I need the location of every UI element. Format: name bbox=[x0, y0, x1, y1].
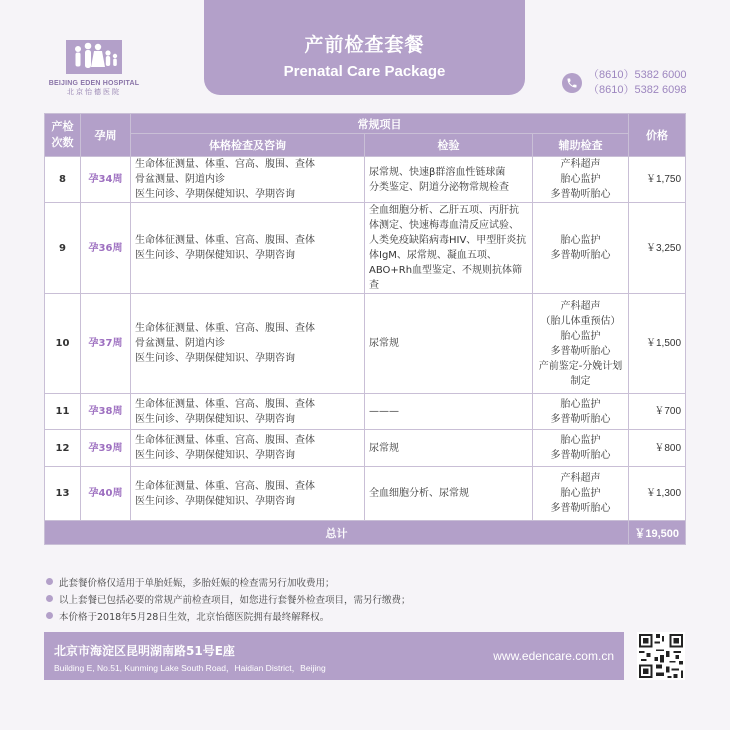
physical-exam-cell-line: 医生问诊、孕期保健知识、孕期咨询 bbox=[135, 450, 295, 461]
package-table bbox=[44, 113, 686, 545]
lab-tests-cell-line: ——— bbox=[369, 406, 399, 417]
exam-number-cell: 13 bbox=[45, 467, 81, 521]
auxiliary-exam-cell bbox=[533, 294, 629, 394]
address-en: Building E, No.51, Kunming Lake South Road，Haidian District，Beijing bbox=[54, 663, 326, 673]
auxiliary-exam-cell bbox=[533, 203, 629, 294]
auxiliary-exam-cell-line: 胎心监护 bbox=[560, 330, 601, 342]
auxiliary-exam-cell-line: 多普勒听胎心 bbox=[550, 450, 611, 461]
auxiliary-exam-cell-line: 制定 bbox=[570, 375, 591, 387]
physical-exam-cell bbox=[131, 430, 365, 467]
lab-tests-cell-line: 体测定、快速梅毒血清反应试验、 bbox=[369, 220, 519, 231]
exam-number-cell: 11 bbox=[45, 394, 81, 430]
table-row bbox=[45, 294, 686, 394]
price-cell: ￥1,500 bbox=[629, 294, 686, 394]
physical-exam-cell-line: 医生问诊、孕期保健知识、孕期咨询 bbox=[135, 353, 295, 364]
notes-list bbox=[46, 573, 686, 624]
hospital-logo bbox=[44, 40, 144, 97]
page-title-cn: 产前检查套餐 bbox=[304, 34, 425, 56]
gestational-week-cell: 孕37周 bbox=[81, 294, 131, 394]
exam-number-cell: 10 bbox=[45, 294, 81, 394]
price-cell: ￥1,300 bbox=[629, 467, 686, 521]
total-row bbox=[45, 521, 686, 545]
exam-number-cell: 12 bbox=[45, 430, 81, 467]
total-value: ￥19,500 bbox=[629, 521, 686, 545]
gestational-week-cell: 孕39周 bbox=[81, 430, 131, 467]
gestational-week-cell: 孕34周 bbox=[81, 157, 131, 203]
bullet-icon bbox=[46, 578, 53, 585]
table-row bbox=[45, 394, 686, 430]
note-item bbox=[46, 573, 686, 590]
physical-exam-cell-line: 生命体征测量、体重、宫高、腹围、查体 bbox=[135, 323, 315, 334]
physical-exam-cell-line: 生命体征测量、体重、宫高、腹围、查体 bbox=[135, 398, 315, 410]
family-silhouette-icon bbox=[66, 40, 122, 74]
physical-exam-cell-line: 医生问诊、孕期保健知识、孕期咨询 bbox=[135, 495, 295, 507]
auxiliary-exam-cell bbox=[533, 430, 629, 467]
qr-code-icon bbox=[637, 632, 685, 680]
bullet-icon bbox=[46, 595, 53, 602]
table-row bbox=[45, 467, 686, 521]
physical-exam-cell bbox=[131, 394, 365, 430]
lab-tests-cell bbox=[365, 294, 533, 394]
note-text: 此套餐价格仅适用于单胎妊娠，多胎妊娠的检查需另行加收费用； bbox=[59, 577, 335, 589]
physical-exam-cell bbox=[131, 157, 365, 203]
title-banner bbox=[204, 0, 525, 95]
auxiliary-exam-cell-line: 胎心监护 bbox=[560, 488, 601, 499]
gestational-week-cell: 孕36周 bbox=[81, 203, 131, 294]
physical-exam-cell-line: 骨盆测量、阴道内诊 bbox=[135, 338, 225, 349]
auxiliary-exam-cell-line: 产前鉴定-分娩计划 bbox=[538, 360, 623, 372]
lab-tests-cell bbox=[365, 394, 533, 430]
phone-number-1: （8610）5382 6000 bbox=[588, 69, 687, 81]
auxiliary-exam-cell-line: 多普勒听胎心 bbox=[550, 345, 611, 357]
physical-exam-cell-line: 医生问诊、孕期保健知识、孕期咨询 bbox=[135, 189, 295, 200]
auxiliary-exam-cell-line: 多普勒听胎心 bbox=[550, 250, 611, 261]
lab-tests-cell-line: 全血细胞分析、乙肝五项、丙肝抗 bbox=[369, 205, 519, 216]
footer-bar bbox=[44, 632, 624, 680]
table-row bbox=[45, 203, 686, 294]
physical-exam-cell bbox=[131, 467, 365, 521]
gestational-week-cell: 孕38周 bbox=[81, 394, 131, 430]
note-text: 本价格于2018年5月28日生效，北京怡德医院拥有最终解释权。 bbox=[59, 611, 330, 623]
auxiliary-exam-cell-line: 产科超声 bbox=[560, 473, 601, 484]
contact-phones bbox=[562, 68, 686, 98]
lab-tests-cell-line: 尿常规 bbox=[369, 442, 399, 454]
hospital-name-en: BEIJING EDEN HOSPITAL bbox=[48, 80, 140, 87]
auxiliary-exam-cell-line: 产科超声 bbox=[560, 159, 601, 170]
lab-tests-cell-line: 尿常规、快速β群溶血性链球菌 bbox=[369, 166, 506, 178]
price-cell: ￥3,250 bbox=[629, 203, 686, 294]
auxiliary-exam-cell bbox=[533, 467, 629, 521]
phone-icon bbox=[562, 73, 582, 93]
address-cn: 北京市海淀区昆明湖南路51号E座 bbox=[54, 644, 235, 658]
physical-exam-cell bbox=[131, 294, 365, 394]
total-label: 总计 bbox=[45, 521, 629, 545]
price-cell: ￥700 bbox=[629, 394, 686, 430]
header-routine-items: 常规项目 bbox=[131, 114, 629, 134]
header-exam-number: 产检次数 bbox=[45, 114, 81, 157]
hospital-name-cn: 北京怡德医院 bbox=[67, 88, 121, 96]
exam-number-cell: 8 bbox=[45, 157, 81, 203]
auxiliary-exam-cell-line: 多普勒听胎心 bbox=[550, 413, 611, 425]
physical-exam-cell-line: 生命体征测量、体重、宫高、腹围、查体 bbox=[135, 235, 315, 246]
header-auxiliary-exam: 辅助检查 bbox=[533, 134, 629, 157]
phone-number-2: （8610）5382 6098 bbox=[588, 84, 687, 96]
lab-tests-cell bbox=[365, 430, 533, 467]
website-link[interactable]: www.edencare.com.cn bbox=[493, 649, 614, 663]
physical-exam-cell-line: 生命体征测量、体重、宫高、腹围、查体 bbox=[135, 159, 315, 170]
lab-tests-cell bbox=[365, 467, 533, 521]
lab-tests-cell-line: 人类免疫缺陷病毒HIV、甲型肝炎抗 bbox=[369, 235, 527, 246]
auxiliary-exam-cell-line: 胎心监护 bbox=[560, 435, 601, 446]
lab-tests-cell-line: 全血细胞分析、尿常规 bbox=[369, 488, 469, 499]
lab-tests-cell bbox=[365, 157, 533, 203]
bullet-icon bbox=[46, 612, 53, 619]
header-price: 价格 bbox=[629, 114, 686, 157]
lab-tests-cell-line: 体IgM、尿常规、凝血五项、 bbox=[369, 250, 497, 261]
physical-exam-cell-line: 医生问诊、孕期保健知识、孕期咨询 bbox=[135, 250, 295, 261]
lab-tests-cell-line: ABO+Rh血型鉴定、不规则抗体筛查 bbox=[369, 265, 523, 291]
lab-tests-cell bbox=[365, 203, 533, 294]
lab-tests-cell-line: 分类鉴定、阴道分泌物常规检查 bbox=[369, 181, 509, 193]
auxiliary-exam-cell-line: 产科超声 bbox=[560, 300, 601, 312]
auxiliary-exam-cell-line: 胎心监护 bbox=[560, 398, 601, 410]
physical-exam-cell-line: 骨盆测量、阴道内诊 bbox=[135, 174, 225, 185]
auxiliary-exam-cell-line: （胎儿体重预估） bbox=[540, 315, 621, 327]
lab-tests-cell-line: 尿常规 bbox=[369, 338, 399, 349]
table-row bbox=[45, 157, 686, 203]
note-text: 以上套餐已包括必要的常规产前检查项目，如您进行套餐外检查项目，需另行缴费； bbox=[59, 594, 411, 606]
exam-number-cell: 9 bbox=[45, 203, 81, 294]
header-lab-tests: 检验 bbox=[365, 134, 533, 157]
header-physical-exam: 体格检查及咨询 bbox=[131, 134, 365, 157]
auxiliary-exam-cell-line: 胎心监护 bbox=[560, 235, 601, 246]
physical-exam-cell-line: 生命体征测量、体重、宫高、腹围、查体 bbox=[135, 480, 315, 492]
note-item bbox=[46, 607, 686, 624]
physical-exam-cell-line: 生命体征测量、体重、宫高、腹围、查体 bbox=[135, 435, 315, 446]
auxiliary-exam-cell bbox=[533, 157, 629, 203]
auxiliary-exam-cell bbox=[533, 394, 629, 430]
physical-exam-cell bbox=[131, 203, 365, 294]
header-gestational-week: 孕周 bbox=[81, 114, 131, 157]
auxiliary-exam-cell-line: 多普勒听胎心 bbox=[550, 189, 611, 200]
auxiliary-exam-cell-line: 多普勒听胎心 bbox=[550, 503, 611, 514]
auxiliary-exam-cell-line: 胎心监护 bbox=[560, 174, 601, 185]
page-title-en: Prenatal Care Package bbox=[283, 63, 446, 80]
price-cell: ￥1,750 bbox=[629, 157, 686, 203]
table-row bbox=[45, 430, 686, 467]
gestational-week-cell: 孕40周 bbox=[81, 467, 131, 521]
physical-exam-cell-line: 医生问诊、孕期保健知识、孕期咨询 bbox=[135, 413, 295, 425]
price-cell: ￥800 bbox=[629, 430, 686, 467]
note-item bbox=[46, 590, 686, 607]
